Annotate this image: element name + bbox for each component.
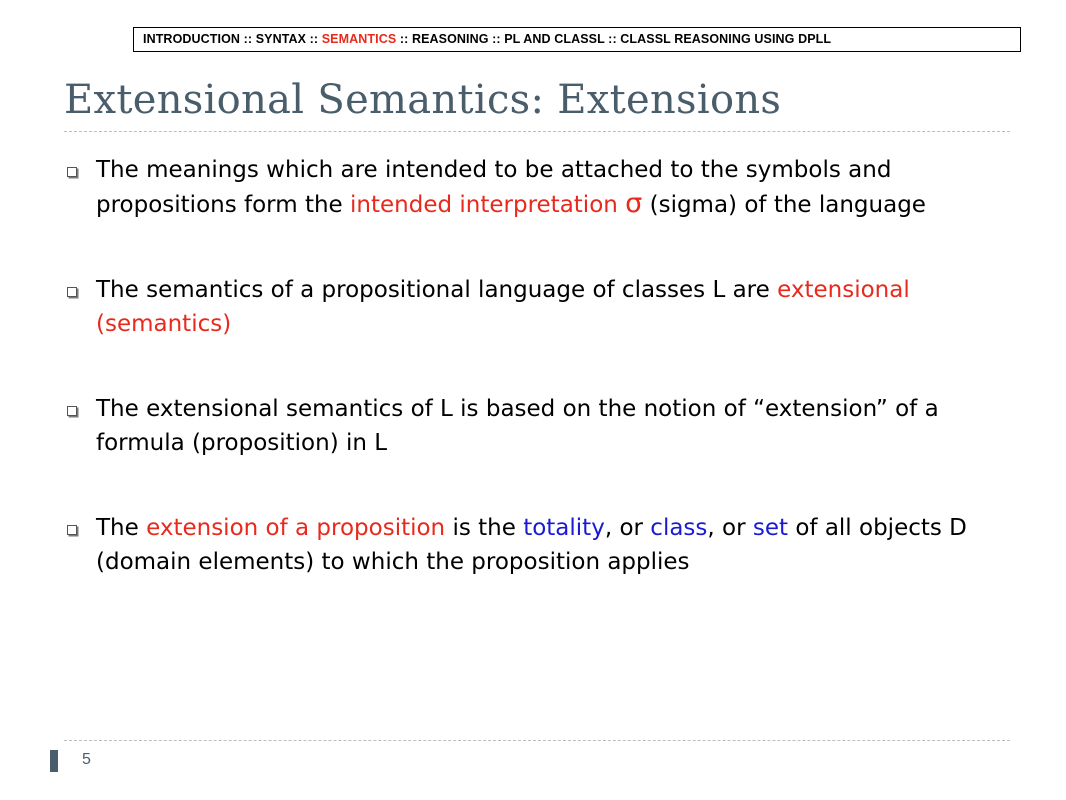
highlight-extensional-semantics: extensional (semantics)	[96, 277, 910, 337]
bullet-text: , or	[707, 515, 753, 541]
footer-divider	[64, 740, 1010, 741]
nav-separator: ::	[240, 32, 256, 46]
bullet-item-notion-of-extension	[67, 392, 1007, 460]
square-bullet-icon	[67, 167, 77, 177]
nav-item-syntax[interactable]: SYNTAX	[255, 32, 307, 46]
bullet-item-extension-of-proposition	[67, 511, 1007, 579]
title-divider	[64, 131, 1010, 132]
highlight-set: set	[752, 515, 789, 541]
nav-item-introduction[interactable]: INTRODUCTION	[143, 32, 241, 46]
square-bullet-icon	[67, 287, 77, 297]
nav-separator: ::	[604, 32, 621, 46]
bullet-text: (sigma) of the language	[642, 192, 926, 218]
bullet-text: The	[96, 515, 147, 541]
highlight-totality: totality	[523, 515, 605, 541]
nav-separator: ::	[488, 32, 505, 46]
page-number: 5	[82, 751, 91, 768]
nav-item-classl-reasoning-using-dpll[interactable]: CLASSL REASONING USING DPLL	[620, 32, 832, 46]
bullet-item-extensional-semantics	[67, 273, 1007, 341]
section-navigation-breadcrumb	[133, 27, 1021, 52]
bullet-text: of all objects D (domain elements) to which the proposition applies	[96, 515, 967, 575]
highlight-class: class	[650, 515, 708, 541]
nav-separator: ::	[306, 32, 322, 46]
bullet-text: is the	[445, 515, 524, 541]
nav-separator: ::	[396, 32, 412, 46]
nav-item-semantics[interactable]: SEMANTICS	[321, 32, 397, 46]
bullet-text: The meanings which are intended to be attached to the symbols and propositions form the	[96, 157, 892, 218]
square-bullet-icon	[67, 406, 77, 416]
highlight-extension-of-a-proposition: extension of a proposition	[146, 515, 446, 541]
bullet-text: , or	[604, 515, 651, 541]
bullet-item-intended-interpretation	[67, 153, 1007, 222]
highlight-intended-interpretation: intended interpretation	[350, 192, 626, 218]
nav-item-reasoning[interactable]: REASONING	[411, 32, 489, 46]
sigma-symbol: σ	[625, 188, 643, 219]
bullet-list	[67, 153, 1007, 630]
square-bullet-icon	[67, 525, 77, 535]
slide-title: Extensional Semantics: Extensions	[64, 77, 782, 123]
bullet-text: The semantics of a propositional language of classes L are	[96, 277, 778, 303]
footer-accent-bar	[50, 750, 58, 772]
nav-item-pl-and-classl[interactable]: PL AND CLASSL	[504, 32, 605, 46]
bullet-text: The extensional semantics of L is based on the notion of “extension” of a formula (proposition) in L	[96, 396, 939, 456]
